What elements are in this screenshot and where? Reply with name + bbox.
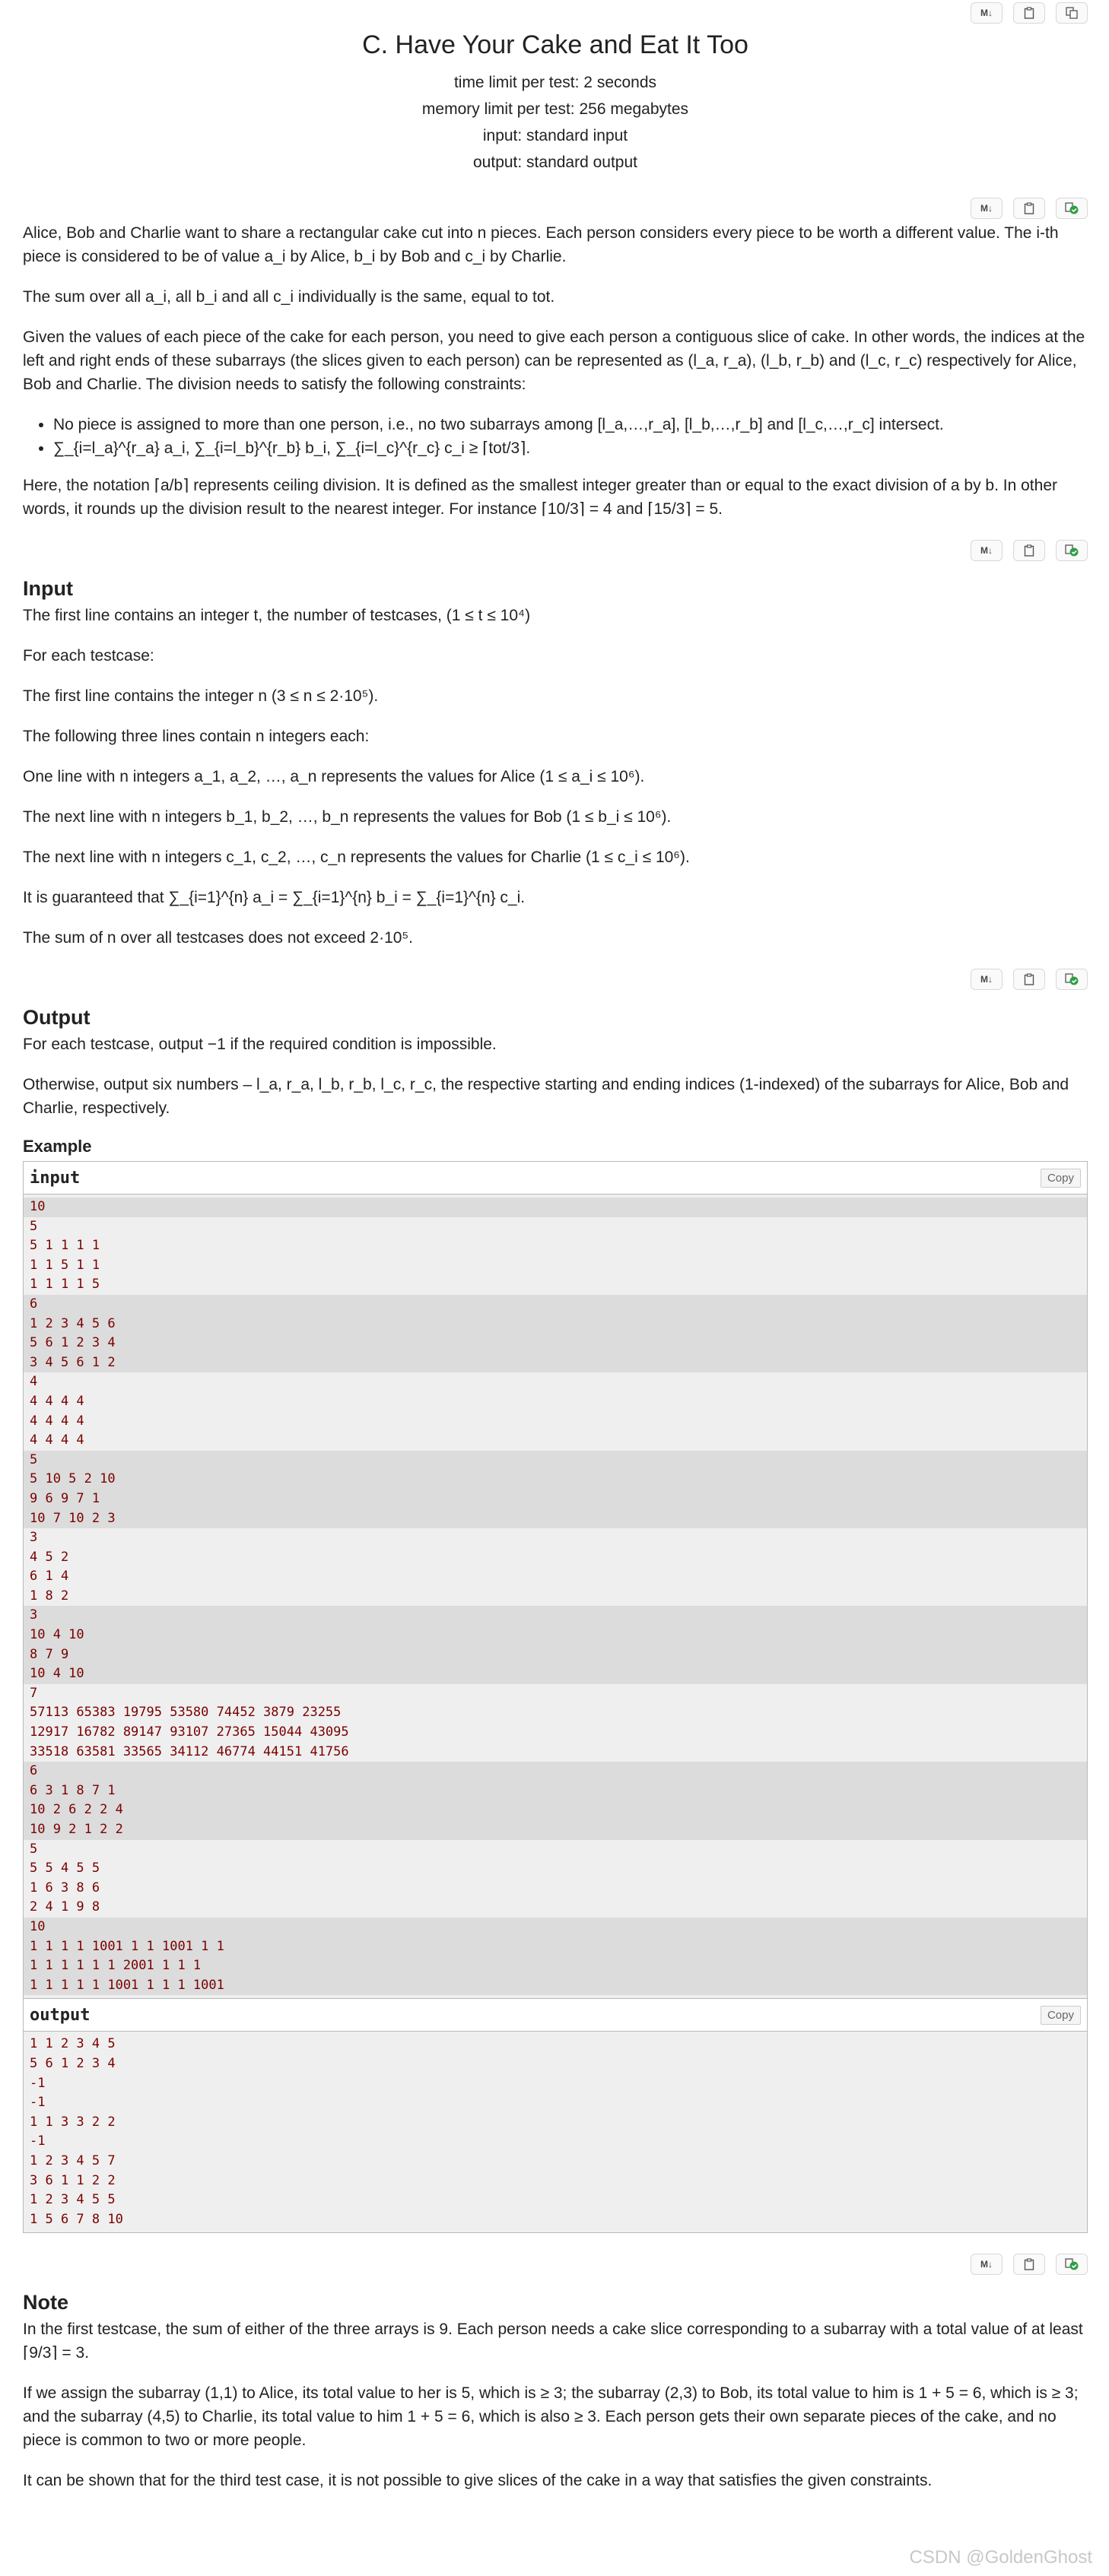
constraint-item: • ∑_{i=l_a}^{r_a} a_i, ∑_{i=l_b}^{r_b} b_i, ∑_{i=l_c}^{r_c} c_i ≥ ⌈tot/3⌉. <box>53 436 1088 460</box>
copy-check-button[interactable] <box>1056 198 1088 219</box>
sample-input-line: 57113 65383 19795 53580 74452 3879 23255 <box>30 1705 342 1721</box>
sample-input-line: 1 1 5 1 1 <box>30 1257 100 1273</box>
translate-button[interactable] <box>1056 2 1088 24</box>
note-toolbar <box>23 2251 1088 2277</box>
clipboard-button[interactable] <box>1013 2254 1045 2275</box>
watermark: CSDN @GoldenGhost <box>909 2547 1092 2568</box>
copy-output-button[interactable]: Copy <box>1041 2006 1081 2025</box>
output-toolbar <box>23 966 1088 992</box>
output-source: output: standard output <box>473 154 637 171</box>
page-title: C. Have Your Cake and Eat It Too <box>362 30 748 59</box>
sample-input-line: 10 <box>24 1918 1087 1937</box>
sample-output-line: 3 6 1 1 2 2 <box>30 2172 116 2188</box>
markdown-button[interactable] <box>971 540 1003 561</box>
input-source: input: standard input <box>482 127 628 144</box>
clipboard-button[interactable] <box>1013 198 1045 219</box>
copy-check-icon <box>1065 202 1079 214</box>
sample-input-line: 1 2 3 4 5 6 <box>24 1315 1087 1334</box>
sample-input-line: 2 4 1 9 8 <box>30 1899 100 1915</box>
sample-input-line: 5 <box>30 1218 38 1234</box>
clipboard-icon <box>1024 7 1034 19</box>
constraint-list <box>23 413 1088 460</box>
output-heading: Output <box>23 1006 91 1029</box>
statement-paragraph: Alice, Bob and Charlie want to share a rectangular cake cut into n pieces. Each person considers every piece to be worth a different value. The i-th piece is considered to be of value a_i by Alice, b_i by Bob and c_i by Charlie. <box>23 224 1059 265</box>
sample-output-line: 1 1 2 3 4 5 <box>30 2036 116 2052</box>
example-title: Example <box>23 1137 92 1156</box>
copy-check-icon <box>1065 973 1079 985</box>
output-paragraph: Otherwise, output six numbers – l_a, r_a, l_b, r_b, l_c, r_c, the respective starting and ending indices (1-indexed) of the subarrays for Alice, Bob and Charlie, respectively. <box>23 1076 1069 1117</box>
sample-input-line: 1 8 2 <box>30 1588 69 1604</box>
output-section <box>23 1006 1088 1120</box>
sample-input-line: 10 9 2 1 2 2 <box>24 1820 1087 1840</box>
statement-paragraph: Here, the notation ⌈a/b⌉ represents ceiling division. It is defined as the smallest integer greater than or equal to the exact division of a by b. In other words, it rounds up the division result to the nearest integer. For instance ⌈10/3⌉ = 4 and ⌈15/3⌉ = 5. <box>23 477 1057 518</box>
sample-input-line: 7 <box>30 1685 38 1701</box>
input-toolbar <box>23 538 1088 563</box>
sample-input-line: 1 1 1 1 1 1001 1 1 1 1001 <box>24 1976 1087 1996</box>
sample-output-line: -1 <box>30 2075 46 2091</box>
sample-input-line: 3 <box>30 1530 38 1546</box>
copy-check-button[interactable] <box>1056 969 1088 990</box>
copy-check-icon <box>1065 2258 1079 2270</box>
sample-input-line: 1 1 1 1 1 1 2001 1 1 1 <box>24 1956 1087 1976</box>
sample-input-line: 5 <box>30 1841 38 1857</box>
sample-input[interactable] <box>24 1194 1087 1998</box>
sample-output-line: -1 <box>30 2133 46 2149</box>
markdown-button[interactable] <box>971 969 1003 990</box>
input-paragraph: The sum of n over all testcases does not exceed 2·10⁵. <box>23 929 413 947</box>
sample-input-line: 5 10 5 2 10 <box>24 1470 1087 1489</box>
sample-input-line: 5 <box>24 1451 1087 1470</box>
markdown-button[interactable] <box>971 198 1003 219</box>
note-section <box>23 2291 1088 2492</box>
sample-input-line: 6 1 4 <box>30 1569 69 1585</box>
copy-check-icon <box>1065 544 1079 557</box>
sample-input-line: 4 5 2 <box>30 1549 69 1565</box>
markdown-button[interactable] <box>971 2254 1003 2275</box>
input-paragraph: The next line with n integers b_1, b_2, …, b_n represents the values for Bob (1 ≤ b_i ≤ 10⁶). <box>23 808 672 826</box>
markdown-icon: M↓ <box>980 2259 993 2270</box>
sample-input-line: 5 1 1 1 1 <box>30 1238 100 1254</box>
sample-input-line: 6 <box>24 1762 1087 1781</box>
copy-input-button[interactable]: Copy <box>1041 1169 1081 1188</box>
problem-page <box>23 0 1088 2509</box>
problem-header <box>23 30 1088 176</box>
example-section <box>23 1137 1088 2233</box>
input-paragraph: The first line contains an integer t, the number of testcases, (1 ≤ t ≤ 10⁴) <box>23 607 531 624</box>
sample-input-line: 6 3 1 8 7 1 <box>24 1781 1087 1801</box>
input-section <box>23 577 1088 950</box>
statement-paragraph: Given the values of each piece of the cake for each person, you need to give each person a contiguous slice of cake. In other words, the indices at the left and right ends of these subarrays (the slices given to each person) can be represented as (l_a, r_a), (l_b, r_b) and (l_c, r_c) respectively for Alice, Bob and Charlie. The division needs to satisfy the following constraints: <box>23 328 1085 393</box>
clipboard-button[interactable] <box>1013 969 1045 990</box>
sample-output-line: 5 6 1 2 3 4 <box>30 2055 116 2071</box>
copy-check-button[interactable] <box>1056 540 1088 561</box>
sample-input-line: 4 4 4 4 <box>30 1432 84 1448</box>
sample-input-line: 10 4 10 <box>24 1626 1087 1645</box>
input-paragraph: It is guaranteed that ∑_{i=1}^{n} a_i = ∑_{i=1}^{n} b_i = ∑_{i=1}^{n} c_i. <box>23 889 526 906</box>
sample-input-header <box>24 1162 1087 1194</box>
note-paragraph: In the first testcase, the sum of either of the three arrays is 9. Each person needs a cake slice corresponding to a subarray with a total value of at least ⌈9/3⌉ = 3. <box>23 2321 1083 2362</box>
statement-paragraph: The sum over all a_i, all b_i and all c_i individually is the same, equal to tot. <box>23 288 555 306</box>
clipboard-icon <box>1024 973 1034 985</box>
clipboard-button[interactable] <box>1013 2 1045 24</box>
sample-input-line: 33518 63581 33565 34112 46774 44151 41756 <box>30 1743 349 1759</box>
sample-output-label: output <box>30 2005 91 2025</box>
markdown-icon: M↓ <box>980 203 993 214</box>
sample-input-line: 5 6 1 2 3 4 <box>24 1334 1087 1353</box>
sample-input-line: 3 <box>24 1606 1087 1626</box>
sample-output-line: 1 1 3 3 2 2 <box>30 2114 116 2130</box>
sample-input-line: 1 1 1 1 1001 1 1 1001 1 1 <box>24 1937 1087 1957</box>
sample-input-line: 4 4 4 4 <box>30 1393 84 1409</box>
statement <box>23 221 1088 521</box>
sample-input-line: 1 1 1 1 5 <box>30 1277 100 1293</box>
sample-input-line: 3 4 5 6 1 2 <box>24 1353 1087 1373</box>
sample-input-line: 10 7 10 2 3 <box>24 1509 1087 1529</box>
sample-input-line: 6 <box>24 1295 1087 1315</box>
clipboard-icon <box>1024 2258 1034 2270</box>
constraint-item: • No piece is assigned to more than one person, i.e., no two subarrays among [l_a,…,r_a], [l_b,…,r_b] and [l_c,…,r_c] intersect. <box>53 413 1088 436</box>
clipboard-button[interactable] <box>1013 540 1045 561</box>
input-paragraph: One line with n integers a_1, a_2, …, a_n represents the values for Alice (1 ≤ a_i ≤ 10⁶). <box>23 768 645 785</box>
sample-input-line: 12917 16782 89147 93107 27365 15044 43095 <box>30 1724 349 1740</box>
markdown-icon: M↓ <box>980 974 993 985</box>
copy-pages-icon <box>1066 7 1078 19</box>
sample-input-line: 10 2 6 2 2 4 <box>24 1800 1087 1820</box>
input-heading: Input <box>23 577 73 600</box>
sample-input-line: 10 4 10 <box>24 1664 1087 1684</box>
input-paragraph: The next line with n integers c_1, c_2, …, c_n represents the values for Charlie (1 ≤ c_i ≤ 10⁶). <box>23 849 690 866</box>
title-toolbar <box>23 0 1088 26</box>
sample-output-line: 1 2 3 4 5 7 <box>30 2152 116 2168</box>
clipboard-icon <box>1024 202 1034 214</box>
input-paragraph: The first line contains the integer n (3 ≤ n ≤ 2·10⁵). <box>23 687 379 705</box>
sample-input-line: 1 6 3 8 6 <box>30 1880 100 1896</box>
input-paragraph: The following three lines contain n integers each: <box>23 728 370 745</box>
sample-output-line: 1 5 6 7 8 10 <box>30 2211 123 2227</box>
sample-output-header <box>24 1998 1087 2032</box>
sample-input-line: 8 7 9 <box>24 1645 1087 1665</box>
note-heading: Note <box>23 2291 68 2314</box>
markdown-button[interactable] <box>971 2 1003 24</box>
clipboard-icon <box>1024 544 1034 557</box>
note-paragraph: It can be shown that for the third test case, it is not possible to give slices of the cake in a way that satisfies the given constraints. <box>23 2472 933 2490</box>
input-paragraph: For each testcase: <box>23 647 154 665</box>
sample-input-line: 5 5 4 5 5 <box>30 1861 100 1876</box>
time-limit: time limit per test: 2 seconds <box>453 74 657 91</box>
sample-input-line: 9 6 9 7 1 <box>24 1489 1087 1509</box>
sample-input-label: input <box>30 1168 81 1188</box>
sample-output-line: -1 <box>30 2095 46 2111</box>
note-paragraph: If we assign the subarray (1,1) to Alice, its total value to her is 5, which is ≥ 3; the subarray (2,3) to Bob, its total value to him is 1 + 5 = 6, which is ≥ 3; and the subarray (4,5) to Charlie, its total value to him 1 + 5 = 6, which is also ≥ 3. Each person gets their own separate pieces of the cake, and no piece is common to two or more people. <box>23 2384 1079 2450</box>
output-paragraph: For each testcase, output −1 if the required condition is impossible. <box>23 1036 497 1053</box>
statement-toolbar <box>23 195 1088 221</box>
sample-input-line: 4 4 4 4 <box>30 1413 84 1429</box>
markdown-icon: M↓ <box>980 545 993 556</box>
markdown-icon: M↓ <box>980 8 993 18</box>
sample-box <box>23 1161 1088 2233</box>
sample-output-line: 1 2 3 4 5 5 <box>30 2192 116 2208</box>
sample-input-line: 10 <box>24 1198 1087 1217</box>
sample-output[interactable] <box>24 2032 1087 2232</box>
copy-check-button[interactable] <box>1056 2254 1088 2275</box>
memory-limit: memory limit per test: 256 megabytes <box>421 100 689 118</box>
sample-input-line: 4 <box>30 1374 38 1390</box>
